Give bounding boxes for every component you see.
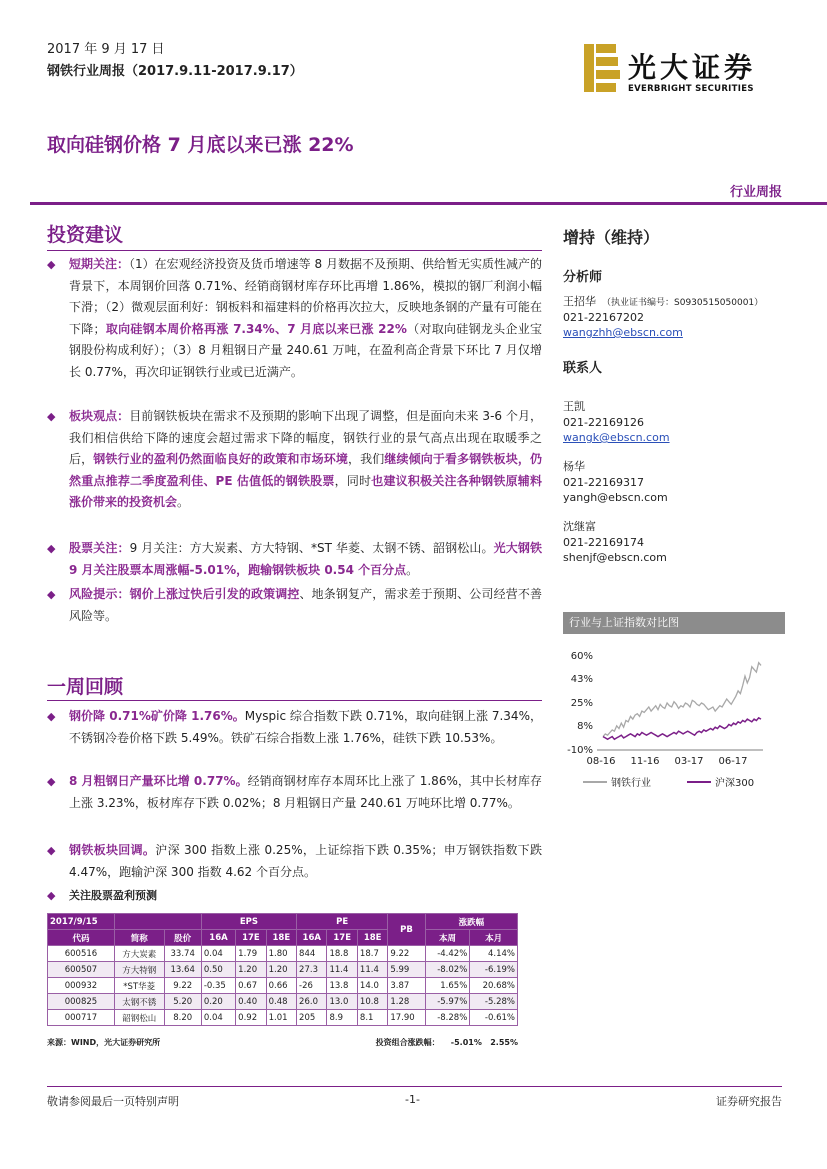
portfolio-week-return: -5.01% bbox=[450, 1038, 482, 1047]
table-cell: 0.20 bbox=[201, 994, 235, 1010]
item-label: 股票关注： bbox=[69, 541, 130, 555]
diamond-bullet-icon: ◆ bbox=[47, 710, 56, 723]
table-cell: 0.92 bbox=[236, 1010, 266, 1026]
table-row bbox=[48, 978, 518, 994]
table-cell: -26 bbox=[297, 978, 327, 994]
y-tick-label: -10% bbox=[567, 745, 593, 756]
table-cell: 33.74 bbox=[164, 946, 201, 962]
x-tick-label: 03-17 bbox=[674, 756, 704, 767]
review-item-forecast: ◆ 关注股票盈利预测 bbox=[47, 887, 542, 905]
contact-block: 王凯 021-22169126 wangk@ebscn.com bbox=[563, 398, 788, 444]
y-tick-label: 25% bbox=[570, 698, 593, 709]
series-line-0 bbox=[603, 663, 761, 737]
table-cell: 844 bbox=[297, 946, 327, 962]
table-cell: 8.9 bbox=[327, 1010, 357, 1026]
table-cell: -5.97% bbox=[425, 994, 470, 1010]
analyst-email[interactable]: wangzhh@ebscn.com bbox=[563, 326, 683, 339]
table-cell: 1.80 bbox=[266, 946, 296, 962]
contact-block: 沈继富 021-22169174 shenjf@ebscn.com bbox=[563, 518, 788, 564]
table-cell: 000717 bbox=[48, 1010, 115, 1026]
table-header-row: 2017/9/15 EPS PE PB 涨跌幅 bbox=[48, 914, 518, 930]
item-label: 板块观点： bbox=[69, 409, 130, 423]
invest-heading: 投资建议 bbox=[47, 224, 124, 246]
table-header-row: 代码 简称 股价 16A 17E 18E 16A 17E 18E 本周 本月 bbox=[48, 930, 518, 946]
table-cell: 17.90 bbox=[388, 1010, 425, 1026]
y-tick-label: 60% bbox=[570, 651, 593, 662]
review-heading: 一周回顾 bbox=[47, 676, 124, 698]
page-title: 取向硅钢价格 7 月底以来已涨 22% bbox=[47, 134, 354, 156]
table-cell: 0.40 bbox=[236, 994, 266, 1010]
contact-block: 杨华 021-22169317 yangh@ebscn.com bbox=[563, 458, 788, 504]
diamond-bullet-icon: ◆ bbox=[47, 588, 56, 601]
table-cell: 13.64 bbox=[164, 962, 201, 978]
diamond-bullet-icon: ◆ bbox=[47, 889, 56, 902]
sidebar bbox=[563, 225, 788, 564]
table-cell: 18.8 bbox=[327, 946, 357, 962]
table-cell: 26.0 bbox=[297, 994, 327, 1010]
table-cell: 18.7 bbox=[357, 946, 387, 962]
table-cell: -8.28% bbox=[425, 1010, 470, 1026]
x-tick-label: 08-16 bbox=[586, 756, 616, 767]
x-tick-label: 11-16 bbox=[630, 756, 660, 767]
table-cell: 方大特钢 bbox=[114, 962, 164, 978]
company-logo bbox=[584, 44, 789, 100]
table-cell: 韶钢松山 bbox=[114, 1010, 164, 1026]
table-cell: 0.04 bbox=[201, 946, 235, 962]
portfolio-month-return: 2.55% bbox=[490, 1038, 518, 1047]
table-cell: 0.48 bbox=[266, 994, 296, 1010]
table-cell: 方大炭素 bbox=[114, 946, 164, 962]
diamond-bullet-icon: ◆ bbox=[47, 775, 56, 788]
table-cell: 9.22 bbox=[388, 946, 425, 962]
table-cell: 13.8 bbox=[327, 978, 357, 994]
analyst-heading: 分析师 bbox=[563, 270, 603, 285]
invest-item-sector-view: ◆ 板块观点：目前钢铁板块在需求不及预期的影响下出现了调整，但是面向未来 3-6 个月，我们相信供给下降的速度会超过需求下降的幅度，钢铁行业的景气高点出现在取暖季之后，钢铁行业的盈利仍然面临良好的政策和市场环境，我们继续倾向于看多钢铁板块，仍然重点推荐二季度盈利佳、PE 估值低的钢铁股票，同时也建议积极关注各种钢铁原辅料涨价带来的投资机会。 bbox=[47, 406, 542, 514]
table-cell: 8.1 bbox=[357, 1010, 387, 1026]
table-cell: 0.67 bbox=[236, 978, 266, 994]
table-cell: 27.3 bbox=[297, 962, 327, 978]
diamond-bullet-icon: ◆ bbox=[47, 410, 56, 423]
index-comparison-chart bbox=[563, 640, 785, 800]
logo-chinese-name: 光大证券 bbox=[628, 51, 757, 84]
table-cell: -8.02% bbox=[425, 962, 470, 978]
table-row bbox=[48, 962, 518, 978]
table-cell: 0.66 bbox=[266, 978, 296, 994]
logo-english-name: EVERBRIGHT SECURITIES bbox=[628, 84, 754, 94]
report-type: 行业周报 bbox=[729, 185, 782, 200]
diamond-bullet-icon: ◆ bbox=[47, 258, 56, 271]
review-item-output: ◆ 8 月粗钢日产量环比增 0.77%。经销商钢材库存本周环比上涨了 1.86%，其中长材库存上涨 3.23%，板材库存下跌 0.02%；8 月粗钢日产量 240.61 万吨环比增 0.77%。 bbox=[47, 771, 542, 814]
y-tick-label: 8% bbox=[577, 720, 593, 732]
table-cell: 14.0 bbox=[357, 978, 387, 994]
table-cell: 1.28 bbox=[388, 994, 425, 1010]
table-cell: -6.19% bbox=[470, 962, 518, 978]
table-cell: 1.79 bbox=[236, 946, 266, 962]
table-cell: 000825 bbox=[48, 994, 115, 1010]
contact-email[interactable]: wangk@ebscn.com bbox=[563, 431, 670, 444]
legend-label: 沪深300 bbox=[715, 778, 755, 789]
table-cell: -0.35 bbox=[201, 978, 235, 994]
review-item-sector: ◆ 钢铁板块回调。沪深 300 指数上涨 0.25%，上证综指下跌 0.35%；申万钢铁指数下跌 4.47%，跑输沪深 300 指数 4.62 个百分点。 bbox=[47, 840, 542, 883]
table-row bbox=[48, 994, 518, 1010]
analyst-phone: 021-22167202 bbox=[563, 311, 644, 324]
table-cell: 1.20 bbox=[266, 962, 296, 978]
invest-item-stock-focus: ◆ 股票关注：9 月关注：方大炭素、方大特钢、*ST 华菱、太钢不锈、韶钢松山。光大钢铁 9 月关注股票本周涨幅-5.01%，跑输钢铁板块 0.54 个百分点。 bbox=[47, 538, 542, 581]
footer-report-label: 证券研究报告 bbox=[716, 1095, 782, 1108]
report-date: 2017 年 9 月 17 日 bbox=[47, 42, 165, 57]
analyst-name-line: 王招华 （执业证书编号：S0930515050001） bbox=[563, 295, 764, 308]
y-tick-label: 43% bbox=[570, 673, 593, 685]
table-cell: -0.61% bbox=[470, 1010, 518, 1026]
table-cell: 1.65% bbox=[425, 978, 470, 994]
table-source: 来源：WIND，光大证券研究所 投资组合涨跌幅： -5.01% 2.55% bbox=[47, 1038, 518, 1047]
diamond-bullet-icon: ◆ bbox=[47, 844, 56, 857]
table-cell: *ST华菱 bbox=[114, 978, 164, 994]
everbright-logo-icon bbox=[584, 44, 620, 92]
legend-label: 钢铁行业 bbox=[611, 778, 651, 789]
table-cell: 13.0 bbox=[327, 994, 357, 1010]
chart-title: 行业与上证指数对比图 bbox=[563, 612, 785, 634]
header-divider bbox=[30, 202, 827, 205]
table-cell: 8.20 bbox=[164, 1010, 201, 1026]
item-label: 短期关注： bbox=[69, 257, 130, 271]
table-cell: 5.99 bbox=[388, 962, 425, 978]
diamond-bullet-icon: ◆ bbox=[47, 542, 56, 555]
stock-forecast-table bbox=[47, 913, 518, 1026]
footer-disclaimer: 敬请参阅最后一页特别声明 bbox=[47, 1095, 179, 1108]
table-cell: 205 bbox=[297, 1010, 327, 1026]
table-cell: 0.50 bbox=[201, 962, 235, 978]
footer-divider bbox=[47, 1086, 782, 1087]
table-cell: 4.14% bbox=[470, 946, 518, 962]
table-cell: 20.68% bbox=[470, 978, 518, 994]
rating: 增持（维持） bbox=[563, 228, 660, 247]
x-tick-label: 06-17 bbox=[718, 756, 748, 767]
table-row bbox=[48, 946, 518, 962]
table-row bbox=[48, 1010, 518, 1026]
table-cell: 11.4 bbox=[327, 962, 357, 978]
invest-heading-rule bbox=[47, 250, 542, 251]
table-cell: 0.04 bbox=[201, 1010, 235, 1026]
table-cell: 5.20 bbox=[164, 994, 201, 1010]
invest-item-risk: ◆ 风险提示：钢价上涨过快后引发的政策调控、地条钢复产，需求差于预期、公司经营不善风险等。 bbox=[47, 584, 542, 627]
table-cell: 太钢不锈 bbox=[114, 994, 164, 1010]
table-cell: -4.42% bbox=[425, 946, 470, 962]
invest-item-short-term: ◆ 短期关注：（1）在宏观经济投资及货币增速等 8 月数据不及预期、供给暂无实质性减产的背景下，本周钢价回落 0.71%、经销商钢材库存环比再增 1.86%，模拟的钢厂利润小幅下滑；（2）微观层面利好：钢板料和福建料的价格再次拉大，反映地条钢的产量有可能在下降；取向硅钢本周价格再涨 7.34%、7 月底以来已涨 22%（对取向硅钢龙头企业宝钢股份构成利好）；（3）8 月粗钢日产量 240.61 万吨，在盈利高企背景下环比 7 月仅增长 0.77%，再次印证钢铁行业或已近满产。 bbox=[47, 254, 542, 383]
contact-email[interactable]: shenjf@ebscn.com bbox=[563, 551, 667, 564]
table-cell: 10.8 bbox=[357, 994, 387, 1010]
table-cell: 1.20 bbox=[236, 962, 266, 978]
table-cell: 600516 bbox=[48, 946, 115, 962]
table-cell: 600507 bbox=[48, 962, 115, 978]
table-cell: 1.01 bbox=[266, 1010, 296, 1026]
contact-email[interactable]: yangh@ebscn.com bbox=[563, 491, 668, 504]
table-cell: 11.4 bbox=[357, 962, 387, 978]
contact-heading: 联系人 bbox=[563, 361, 603, 376]
table-cell: 000932 bbox=[48, 978, 115, 994]
page-number: -1- bbox=[405, 1093, 420, 1106]
review-heading-rule bbox=[47, 700, 542, 701]
table-cell: -5.28% bbox=[470, 994, 518, 1010]
review-item-prices: ◆ 钢价降 0.71%矿价降 1.76%。Myspic 综合指数下跌 0.71%，取向硅钢上涨 7.34%，不锈钢冷卷价格下跌 5.49%。铁矿石综合指数上涨 1.76%，硅铁下跌 10.53%。 bbox=[47, 706, 542, 749]
report-series: 钢铁行业周报（2017.9.11-2017.9.17） bbox=[47, 64, 303, 79]
table-cell: 3.87 bbox=[388, 978, 425, 994]
table-cell: 9.22 bbox=[164, 978, 201, 994]
item-label: 风险提示： bbox=[69, 587, 130, 601]
